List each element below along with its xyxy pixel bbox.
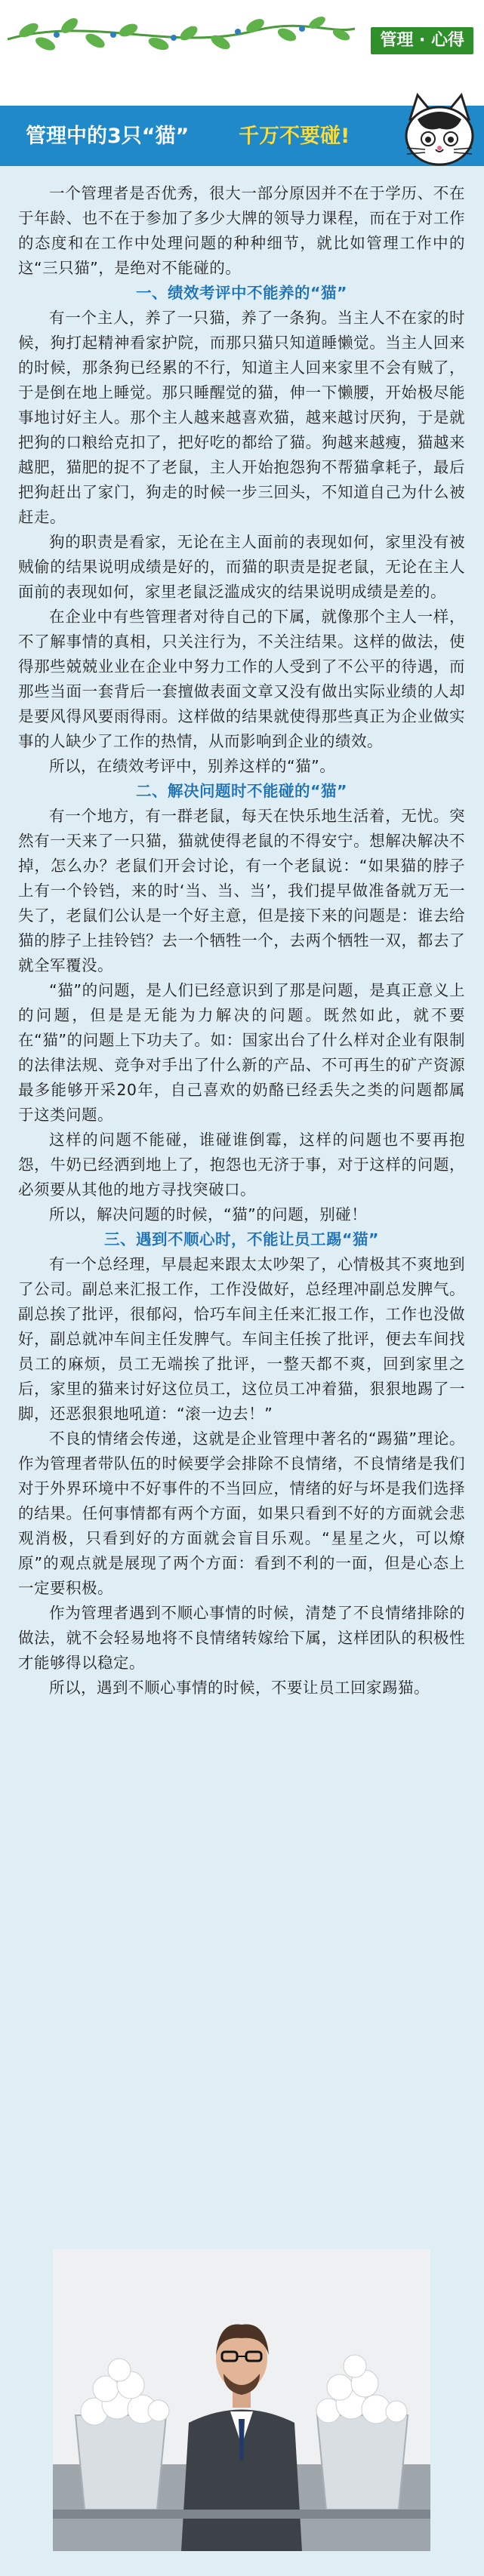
body-paragraph: 有一个主人，养了一只猫，养了一条狗。当主人不在家的时候，狗打起精神看家护院，而那只猫只知道睡懒觉。当主人回来的时候，那条狗已经累的不行，知道主人回来家里不会有贼了，于是倒在地上睡觉。那只睡醒觉的猫，伸一下懒腰，开始极尽能事地讨好主人。那个主人越来越喜欢猫，越来越讨厌狗，于是就把狗的口粮给克扣了，把好吃的都给了猫。狗越来越瘦，猫越来越肥，猫肥的捉不了老鼠，主人开始抱怨狗不帮猫拿耗子，最后把狗赶出了家门，狗走的时候一步三回头，不知道自己为什么被赶走。 <box>18 309 465 526</box>
body-paragraph: 所以，解决问题的时候，“猫”的问题，别碰！ <box>49 1205 368 1223</box>
intro-paragraph: 一个管理者是否优秀，很大一部分原因并不在于学历、不在于年龄、也不在于参加了多少大牌的领导力课程，而在于对工作的态度和在工作中处理问题的种种细节，就比如管理工作中的这“三只猫”，是绝对不能碰的。 <box>18 184 465 277</box>
businessman-paper-bins-photo <box>53 2249 430 2551</box>
article-body <box>18 181 465 1700</box>
section-heading: 一、绩效考评中不能养的“猫” <box>136 284 347 302</box>
body-paragraph: 在企业中有些管理者对待自己的下属，就像那个主人一样，不了解事情的真相，只关注行为，不关注结果。这样的做法，使得那些兢兢业业在企业中努力工作的人受到了不公平的待遇，而那些当面一套背后一套擅做表面文章又没有做出实际业绩的人却是要风得风要雨得雨。这样做的结果就使得那些真正为企业做实事的人缺少了工作的热情，从而影响到企业的绩效。 <box>18 608 465 750</box>
body-paragraph: 不良的情绪会传递，这就是企业管理中著名的“踢猫”理论。作为管理者带队伍的时候要学会排除不良情绪，不良情绪是我们对于外界环境中不好事件的不当回应，情绪的好与坏是我们选择的结果。任何事情都有两个方面，如果只看到不好的方面就会悲观消极，只看到好的方面就会盲目乐观。“星星之火，可以燎原”的观点就是展现了两个方面：看到不利的一面，但是心态上一定要积极。 <box>18 1430 465 1597</box>
section-heading: 二、解决问题时不能碰的“猫” <box>136 782 347 800</box>
body-paragraph: 作为管理者遇到不顺心事情的时候，清楚了不良情绪排除的做法，就不会轻易地将不良情绪转嫁给下属，这样团队的积极性才能够得以稳定。 <box>18 1604 465 1672</box>
page-title: 管理中的3只“猫” <box>26 125 190 148</box>
page-title-highlight: 千万不要碰! <box>239 125 350 148</box>
body-paragraph: 有一个总经理，早晨起来跟太太吵架了，心情极其不爽地到了公司。副总来汇报工作，工作没做好，总经理冲副总发脾气。副总挨了批评，很郁闷，恰巧车间主任来汇报工作，工作也没做好，副总就冲车间主任发脾气。车间主任挨了批评，便去车间找员工的麻烦，员工无端挨了批评，一整天都不爽，回到家里之后，家里的猫来讨好这位员工，这位员工冲着猫，狠狠地踢了一脚，还恶狠狠地吼道：“滚一边去！” <box>18 1255 465 1423</box>
category-tag: 管理 · 心得 <box>371 27 473 54</box>
body-paragraph: 狗的职责是看家，无论在主人面前的表现如何，家里没有被贼偷的结果说明成绩是好的，而猫的职责是捉老鼠，无论在主人面前的表现如何，家里老鼠泛滥成灾的结果说明成绩是差的。 <box>18 533 465 601</box>
cartoon-cat-icon <box>395 89 484 172</box>
body-paragraph: 这样的问题不能碰，谁碰谁倒霉，这样的问题也不要再抱怨，牛奶已经洒到地上了，抱怨也无济于事，对于这样的问题，必须要从其他的地方寻找突破口。 <box>18 1131 465 1199</box>
body-paragraph: 所以，在绩效考评中，别养这样的“猫”。 <box>49 757 336 775</box>
body-paragraph: “猫”的问题，是人们已经意识到了那是问题，是真正意义上的问题，但是是无能为力解决的问题。既然如此，就不要在“猫”的问题上下功夫了。如：国家出台了什么样对企业有限制的法律法规、竞争对手出了什么新的产品、不可再生的矿产资源最多能够开采20年，自己喜欢的奶酪已经丢失之类的问题都属于这类问题。 <box>18 981 465 1124</box>
section-heading: 三、遇到不顺心时，不能让员工踢“猫” <box>104 1230 379 1248</box>
body-paragraph: 所以，遇到不顺心事情的时候，不要让员工回家踢猫。 <box>49 1679 430 1697</box>
body-paragraph: 有一个地方，有一群老鼠，每天在快乐地生活着，无忧。突然有一天来了一只猫，猫就使得老鼠的不得安宁。想解决解决不掉，怎么办？老鼠们开会讨论，有一个老鼠说：“如果猫的脖子上有一个铃铛，来的时‘当、当、当’，我们提早做准备就万无一失了，老鼠们公认是一个好主意，但是接下来的问题是：谁去给猫的脖子上挂铃铛？去一个牺牲一个，去两个牺牲一双，都去了就全军覆没。 <box>18 807 465 974</box>
